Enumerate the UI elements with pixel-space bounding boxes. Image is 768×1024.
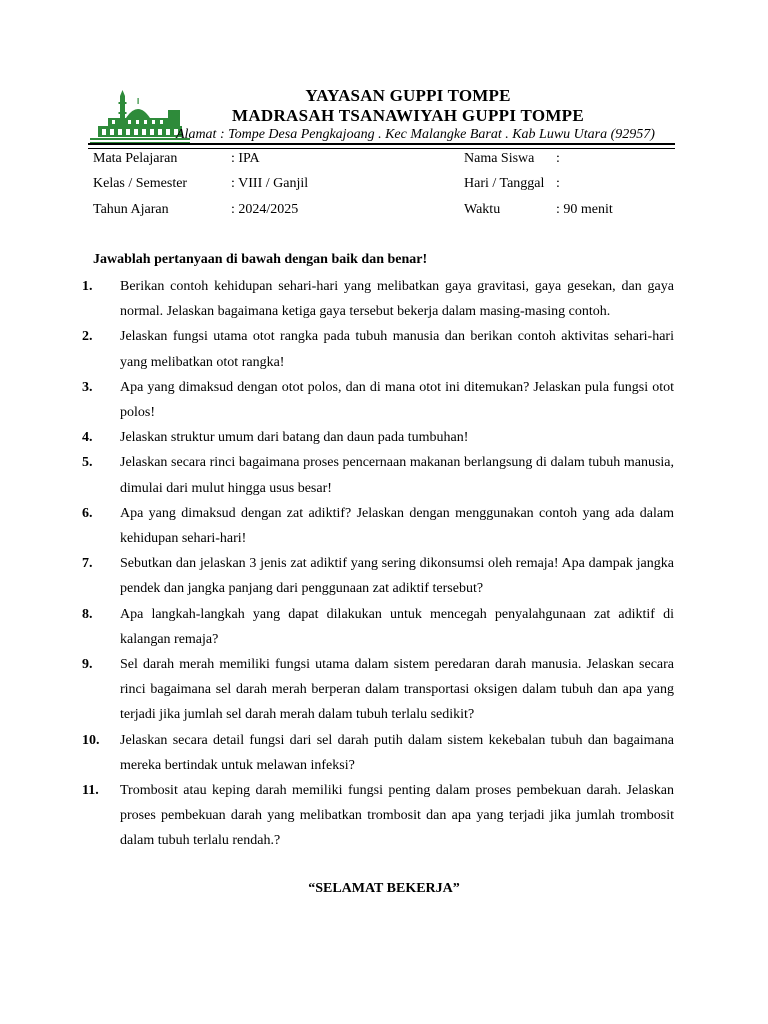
info-row: [93, 150, 683, 175]
question-text: Jelaskan secara rinci bagaimana proses pencernaan makanan berlangsung di dalam tubuh manusia, dimulai dari mulut hingga usus besar!: [120, 455, 674, 496]
info-label: Mata Pelajaran: [93, 151, 178, 166]
question-number: 1.: [82, 279, 93, 294]
question-text: Sel darah merah memiliki fungsi utama dalam sistem peredaran darah manusia. Jelaskan secara rinci bagaimana sel darah merah berperan dalam transportasi oksigen dalam tubuh dan apa yang terjadi jika jumlah sel darah merah dalam tubuh terlalu sedikit?: [120, 657, 674, 723]
info-label: Kelas / Semester: [93, 176, 188, 192]
info-value: : VIII / Ganjil: [231, 176, 309, 192]
question-text: Apa yang dimaksud dengan otot polos, dan di mana otot ini ditemukan? Jelaskan pula fungsi otot polos!: [120, 379, 674, 421]
question-text: Trombosit atau keping darah memiliki fungsi penting dalam proses pembekuan darah. Jelaskan proses pembekuan darah yang melibatkan trombosit dan apa yang terjadi jika jumlah trombosit dalam tubuh terlalu rendah.?: [120, 783, 674, 849]
question-number: 3.: [82, 379, 93, 395]
info-value: :: [556, 151, 560, 166]
question-item: [82, 450, 674, 500]
question-text: Apa langkah-langkah yang dapat dilakukan untuk mencegah penyalahgunaan zat adiktif di kalangan remaja?: [120, 606, 674, 647]
question-text: Jelaskan secara detail fungsi dari sel darah putih dalam sistem kekebalan tubuh dan bagaimana mereka bertindak untuk melawan infeksi?: [120, 732, 674, 773]
info-value: : IPA: [231, 151, 260, 166]
info-row: [93, 175, 683, 200]
question-text: Berikan contoh kehidupan sehari-hari yang melibatkan gaya gravitasi, gaya gesekan, dan gaya normal. Jelaskan bagaimana ketiga gaya tersebut bekerja dalam masing-masing contoh.: [120, 279, 674, 320]
question-item: [82, 602, 674, 652]
question-item: [82, 778, 674, 854]
header-rule-thick: [88, 143, 675, 145]
question-item: [82, 274, 674, 324]
question-text: Apa yang dimaksud dengan zat adiktif? Jelaskan dengan menggunakan contoh yang ada dalam kehidupan sehari-hari!: [120, 505, 674, 547]
question-number: 9.: [82, 657, 93, 673]
question-text: Sebutkan dan jelaskan 3 jenis zat adiktif yang sering dikonsumsi oleh remaja! Apa dampak jangka pendek dan jangka panjang dari penggunaan zat adiktif tersebut?: [120, 556, 674, 597]
school-address: Alamat : Tompe Desa Pengkajoang . Kec Malangke Barat . Kab Luwu Utara (92957): [176, 127, 655, 142]
info-label: Nama Siswa: [464, 151, 535, 166]
info-value: :: [556, 176, 560, 192]
info-value: : 90 menit: [556, 201, 613, 217]
question-text: Jelaskan struktur umum dari batang dan daun pada tumbuhan!: [120, 430, 469, 446]
question-number: 2.: [82, 329, 93, 345]
question-text: Jelaskan fungsi utama otot rangka pada tubuh manusia dan berikan contoh aktivitas sehari-hari yang melibatkan otot rangka!: [120, 329, 674, 370]
header-rule-thin: [88, 148, 675, 149]
info-label: Hari / Tanggal: [464, 176, 545, 192]
question-number: 8.: [82, 606, 93, 622]
foundation-name: YAYASAN GUPPI TOMPE: [305, 86, 511, 105]
question-number: 4.: [82, 430, 93, 446]
question-item: [82, 425, 674, 450]
question-item: [82, 375, 674, 425]
question-item: [82, 652, 674, 728]
question-item: [82, 551, 674, 601]
question-number: 10.: [82, 732, 100, 748]
instruction-text: Jawablah pertanyaan di bawah dengan baik dan benar!: [93, 252, 428, 267]
question-list: [82, 274, 674, 854]
question-number: 7.: [82, 556, 93, 572]
info-label: Tahun Ajaran: [93, 201, 169, 217]
question-item: [82, 324, 674, 374]
info-value: : 2024/2025: [231, 201, 299, 217]
question-number: 6.: [82, 505, 93, 521]
question-number: 11.: [82, 783, 99, 799]
exam-info: [93, 150, 683, 226]
info-label: Waktu: [464, 201, 501, 217]
closing-text: “SELAMAT BEKERJA”: [308, 881, 460, 896]
question-item: [82, 501, 674, 551]
question-item: [82, 728, 674, 778]
info-row: [93, 201, 683, 226]
school-name: MADRASAH TSANAWIYAH GUPPI TOMPE: [231, 106, 585, 125]
question-number: 5.: [82, 455, 93, 471]
